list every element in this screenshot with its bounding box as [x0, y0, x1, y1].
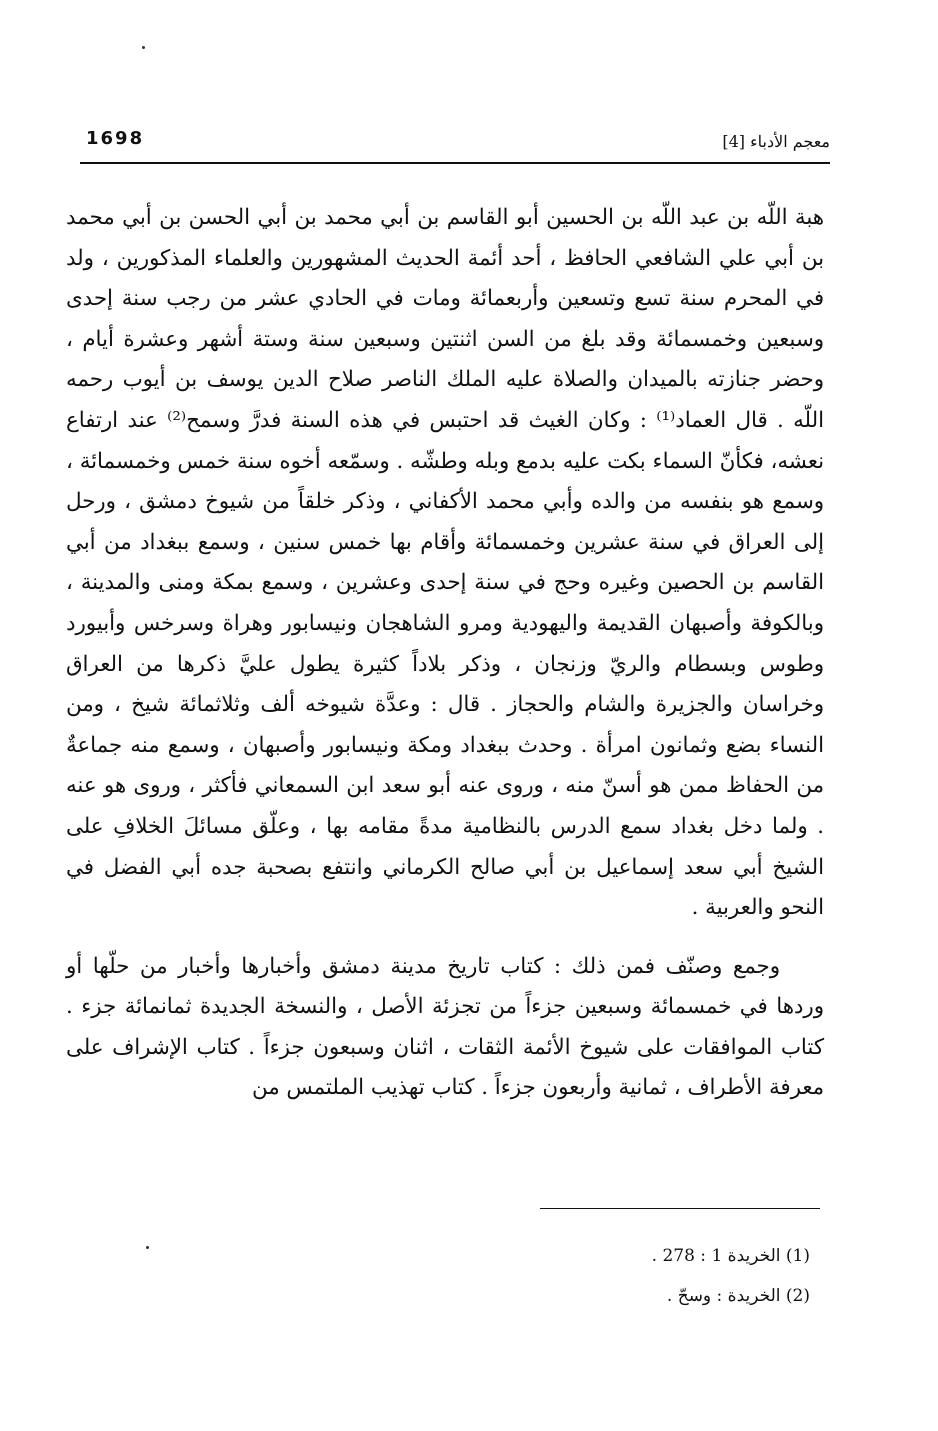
footnote: (2) الخريدة : وسحّ .: [666, 1286, 810, 1306]
main-text: [66, 198, 824, 1109]
footnote-separator: [540, 1208, 820, 1209]
paragraph: هبة اللّه بن عبد اللّه بن الحسين أبو القاسم بن أبي محمد بن أبي الحسن بن أبي محمد بن أبي علي الشافعي الحافظ ، أحد أئمة الحديث المشهورين والعلماء المذكورين ، ولد في المحرم سنة تسع وتسعين وأربعمائة ومات في الحادي عشر من رجب سنة إحدى وسبعين وخمسمائة وقد بلغ من السن اثنتين وسبعين سنة وستة أشهر وعشرة أيام ، وحضر جنازته بالميدان والصلاة عليه الملك الناصر صلاح الدين يوسف بن أيوب رحمه اللّه . قال العماد⁽¹⁾ : وكان الغيث قد احتبس في هذه السنة فدرَّ وسمح⁽²⁾ عند ارتفاع نعشه، فكأنّ السماء بكت عليه بدمع وبله وطشّه . وسمّعه أخوه سنة خمس وخمسمائة ، وسمع هو بنفسه من والده وأبي محمد الأكفاني ، وذكر خلقاً من شيوخ دمشق ، ورحل إلى العراق في سنة عشرين وخمسمائة وأقام بها خمس سنين ، وسمع ببغداد من أبي القاسم بن الحصين وغيره وحج في سنة إحدى وعشرين ، وسمع بمكة ومنى والمدينة ، وبالكوفة وأصبهان القديمة واليهودية ومرو الشاهجان ونيسابور وهراة وسرخس وأبيورد وطوس وبسطام والريّ وزنجان ، وذكر بلاداً كثيرة يطول عليَّ ذكرها من العراق وخراسان والجزيرة والشام والحجاز . قال : وعدَّة شيوخه ألف وثلاثمائة شيخ ، ومن النساء بضع وثمانون امرأة . وحدث ببغداد ومكة ونيسابور وأصبهان ، وسمع منه جماعةٌ من الحفاظ ممن هو أسنّ منه ، وروى عنه أبو سعد ابن السمعاني فأكثر ، وروى هو عنه . ولما دخل بغداد سمع الدرس بالنظامية مدةً مقامه بها ، وعلّق مسائلَ الخلافِ على الشيخ أبي سعد إسماعيل بن أبي صالح الكرماني وانتفع بصحبة جده أبي الفضل في النحو والعربية .: [66, 205, 824, 921]
paragraph: وجمع وصنّف فمن ذلك : كتاب تاريخ مدينة دمشق وأخبارها وأخبار من حلّها أو وردها في خمسمائة وسبعين جزءاً من تجزئة الأصل ، والنسخة الجديدة ثمانمائة جزء . كتاب الموافقات على شيوخ الأئمة الثقات ، اثنان وسبعون جزءاً . كتاب الإشراف على معرفة الأطراف ، ثمانية وأربعون جزءاً . كتاب تهذيب الملتمس من: [66, 953, 824, 1101]
page-number: 1698: [86, 128, 145, 149]
page-header: [80, 118, 830, 164]
scan-speck: [142, 46, 145, 49]
footnotes: [480, 1236, 810, 1316]
scan-speck: [146, 1246, 149, 1249]
running-title: معجم الأدباء [4]: [722, 132, 830, 151]
footnote: (1) الخريدة 1 : 278 .: [651, 1246, 810, 1266]
